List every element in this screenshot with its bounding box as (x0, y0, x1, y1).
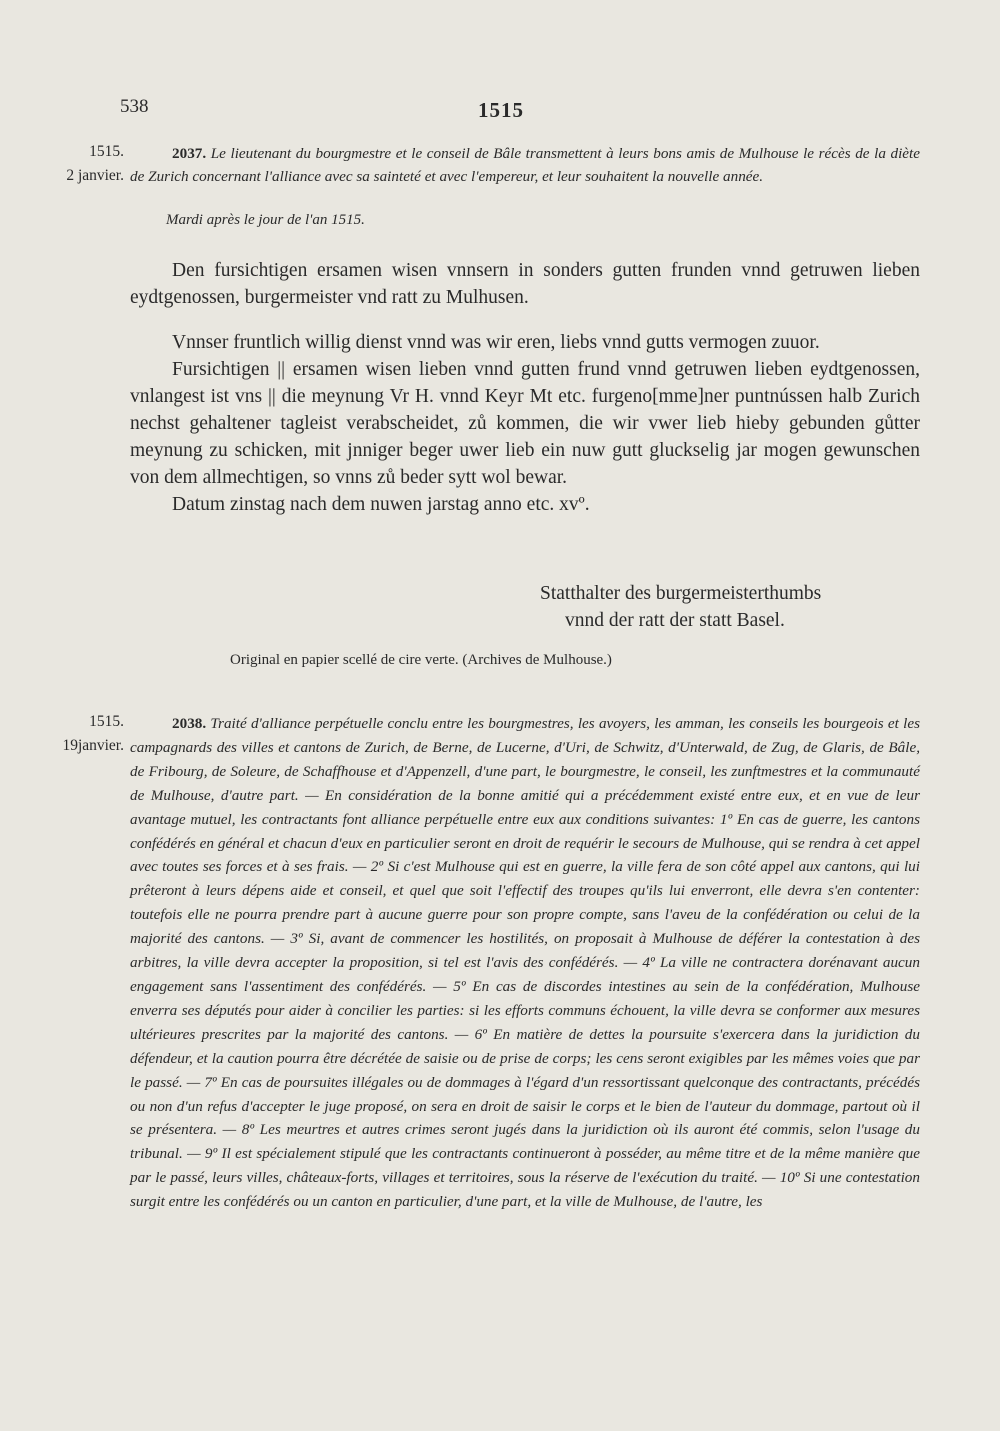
letter-address: Den fursichtigen ersamen wisen vnnsern in sonders gutten frunden vnnd getruwen lieben eydtgenossen, burgermeister vnd ratt zu Mulhusen. (130, 260, 920, 308)
margin-date-2038 (62, 710, 124, 758)
source-note: Original en papier scellé de cire verte. (Archives de Mulhouse.) (230, 652, 612, 668)
entry-2037-summary (130, 143, 920, 188)
entry-number: 2037. (172, 145, 207, 162)
entry-number: 2038. (172, 715, 207, 732)
margin-year: 1515. (89, 713, 124, 730)
margin-day: 2 janvier. (66, 167, 124, 184)
margin-date-2037 (62, 140, 124, 188)
running-year: 1515 (478, 98, 524, 122)
summary-text: Le lieutenant du bourgmestre et le conseil de Bâle transmettent à leurs bons amis de Mulhouse le récès de la diète de Zurich concernant l'alliance avec sa sainteté et avec l'empereur, et leur souhaitent la nouvelle année. (130, 145, 920, 185)
entry-2038-text (130, 712, 920, 1214)
entry-2037-date: Mardi après le jour de l'an 1515. (166, 212, 365, 228)
page-number: 538 (120, 96, 149, 117)
letter-closing: Datum zinstag nach dem nuwen jarstag anno etc. xvº. (172, 494, 590, 515)
margin-year: 1515. (89, 143, 124, 160)
signature-line-2: vnnd der ratt der statt Basel. (565, 610, 785, 631)
letter-salutation: Vnnser fruntlich willig dienst vnnd was wir eren, liebs vnnd gutts vermogen zuuor. (172, 332, 820, 353)
margin-day: 19janvier. (62, 737, 124, 754)
letter-text (130, 257, 920, 518)
signature-line-1: Statthalter des burgermeisterthumbs (540, 583, 822, 604)
treaty-summary: Traité d'alliance perpétuelle conclu entre les bourgmestres, les avoyers, les amman, les conseils les bourgeois et les campagnards des villes et cantons de Zurich, de Berne, de Lucerne, d'Uri, de Schwitz, d'Unterwald, de Zug, de Glaris, de Bâle, de Fribourg, de Soleure, de Schaffhouse et d'Appenzell, d'une part, le bourgmestre, le conseil, les zunftmestres et la communauté de Mulhouse, d'autre part. — En considération de la bonne amitié qui a précédemment existé entre eux, et en vue de leur avantage mutuel, les contractants font alliance perpétuelle entre eux aux conditions suivantes: 1º En cas de guerre, les cantons confédérés en général et chacun d'eux en particulier seront en droit de requérir le secours de Mulhouse, qui se rendra à cet appel avec toutes ses forces et à ses frais. — 2º Si c'est Mulhouse qui est en guerre, la ville fera de son côté appel aux cantons, qui lui prêteront à leurs dépens aide et conseil, et quel que soit l'effectif des troupes qu'ils lui enverront, elle devra s'en contenter: toutefois elle ne pourra prendre part à aucune guerre pour son propre compte, sans l'aveu de la confédération ou celui de la majorité des cantons. — 3º Si, avant de commencer les hostilités, on proposait à Mulhouse de déférer la contestation à des arbitres, la ville devra accepter la proposition, si tel est l'avis des confédérés. — 4º La ville ne contractera dorénavant aucun engagement sans l'assentiment des confédérés. — 5º En cas de discordes intestines au sein de la confédération, Mulhouse enverra ses députés pour aider à concilier les parties: si les efforts communs échouent, la ville devra se conformer aux mesures ultérieures prescrites par la majorité des cantons. — 6º En matière de dettes la poursuite s'exercera dans la juridiction du défendeur, et la caution pourra être décrétée de saisie ou de prise de corps; les cens seront exigibles par les mêmes voies que par le passé. — 7º En cas de poursuites illégales ou de dommages à l'égard d'un ressortissant quelconque des contractants, précédés ou non d'un refus d'accepter le juge proposé, on sera en droit de saisir le corps et le bien de l'auteur du dommage, partout où il se présentera. — 8º Les meurtres et autres crimes seront jugés dans la juridiction où ils auront été commis, selon l'usage du tribunal. — 9º Il est spécialement stipulé que les contractants continueront à posséder, au même titre et de la même manière que par le passé, leurs villes, châteaux-forts, villages et territoires, sous la réserve de l'exécution du traité. — 10º Si une contestation surgit entre les confédérés ou un canton en particulier, d'une part, et la ville de Mulhouse, de l'autre, les (130, 715, 920, 1211)
letter-body: Fursichtigen || ersamen wisen lieben vnnd gutten frund vnnd getruwen lieben eydtgenossen, vnlangest ist vns || die meynung Vr H. vnnd Keyr Mt etc. furgeno[mme]ner puntnússen halb Zurich nechst gehaltener tagleist verabscheidet, zů kommen, die wir vwer lieb hieby gebunden gůtter meynung zu schicken, mit jnniger beger uwer lieb ein nuw gutt gluckselig jar mogen gewunschen von dem allmechtigen, so vnns zů beder sytt wol bewar. (130, 359, 920, 488)
